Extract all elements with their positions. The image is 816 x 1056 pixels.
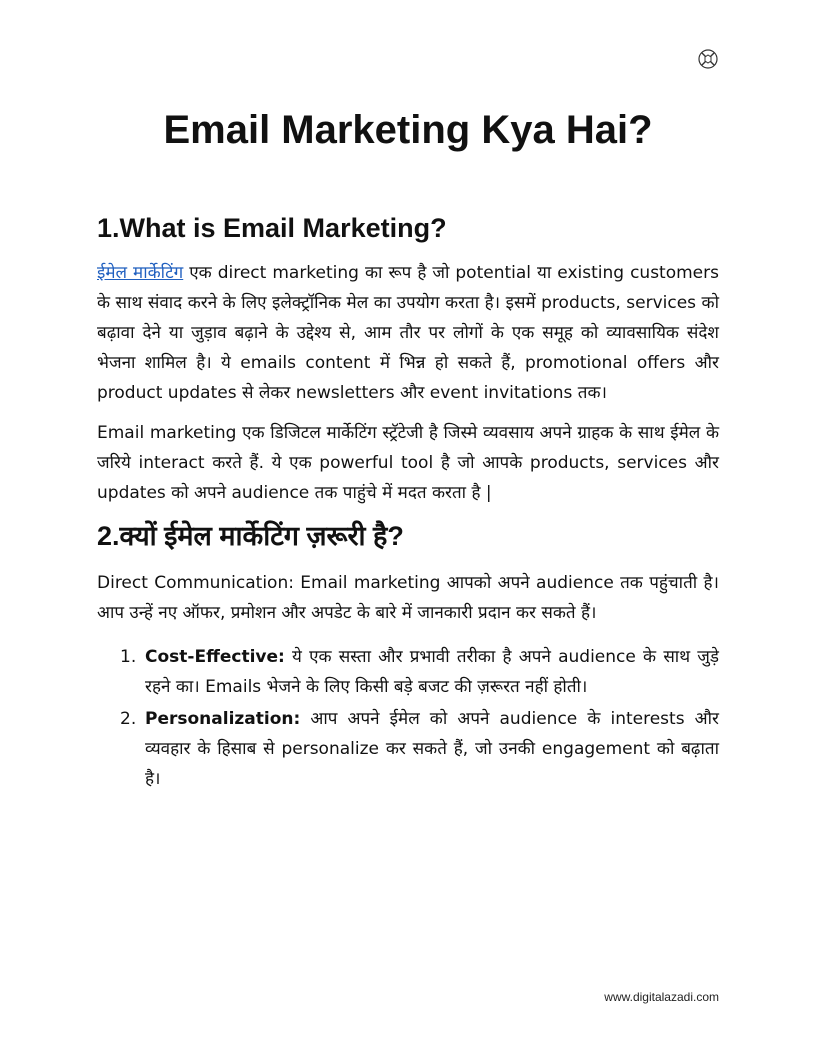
paragraph-strategy: Email marketing एक डिजिटल मार्केटिंग स्ट्रॅटेजी है जिस्मे व्यवसाय अपने ग्राहक के साथ ईमेल के जरिये interact करते हैं. ये एक powerful tool है जो आपके products, services और updates को अपने audience तक पाहुंचे में मदत करता है | bbox=[97, 423, 719, 503]
list-item-lead: Personalization: bbox=[145, 709, 301, 729]
paragraph-definition bbox=[97, 258, 719, 408]
list-item-text: ये एक सस्ता और प्रभावी तरीका है अपने audience के साथ जुड़े रहने का। Emails भेजने के लिए किसी बड़े बजट की ज़रूरत नहीं होती। bbox=[145, 647, 719, 697]
section-heading-what-is-email-marketing: 1.What is Email Marketing? bbox=[97, 213, 447, 243]
list-number: 1. bbox=[120, 647, 137, 667]
list-item-text: आप अपने ईमेल को अपने audience के interests और व्यवहार के हिसाब से personalize कर सकते हैं, जो उनकी engagement को बढ़ाता है। bbox=[145, 709, 719, 789]
document-body bbox=[97, 206, 719, 796]
list-item bbox=[120, 704, 719, 794]
list-item bbox=[120, 642, 719, 702]
list-number: 2. bbox=[120, 709, 137, 729]
email-marketing-link[interactable]: ईमेल मार्केटिंग bbox=[97, 263, 184, 283]
benefits-list bbox=[97, 642, 719, 794]
list-item-lead: Cost-Effective: bbox=[145, 647, 285, 667]
section-heading-why-important: 2.क्यों ईमेल मार्केटिंग ज़रूरी है? bbox=[97, 521, 404, 551]
page-title: Email Marketing Kya Hai? bbox=[163, 108, 653, 152]
paragraph-definition-text: एक direct marketing का रूप है जो potential या existing customers के साथ संवाद करने के लिए इलेक्ट्रॉनिक मेल का उपयोग करता है। इसमें products, services को बढ़ावा देने या जुड़ाव बढ़ाने के उद्देश्य से, आम तौर पर लोगों के एक समूह को व्यावसायिक संदेश भेजना शामिल है। ये emails content में भिन्न हो सकते हैं, promotional offers और product updates से लेकर newsletters और event invitations तक। bbox=[97, 263, 719, 403]
paragraph-direct-communication: Direct Communication: Email marketing आपको अपने audience तक पहुंचाती है। आप उन्हें नए ऑफर, प्रमोशन और अपडेट के बारे में जानकारी प्रदान कर सकते हैं। bbox=[97, 573, 719, 623]
footer-url: www.digitalazadi.com bbox=[604, 990, 719, 1004]
crossed-swords-shield-icon bbox=[697, 48, 719, 70]
